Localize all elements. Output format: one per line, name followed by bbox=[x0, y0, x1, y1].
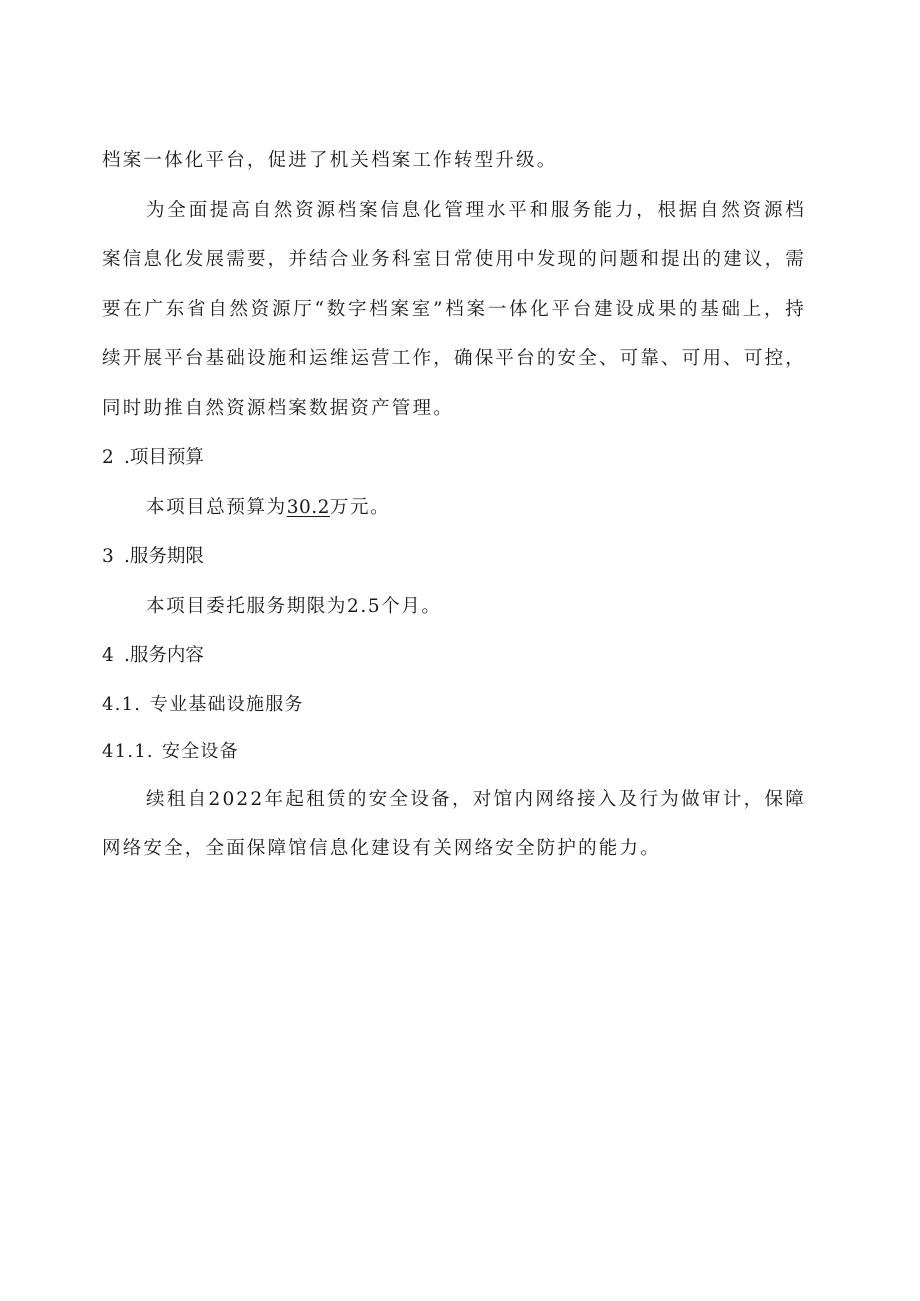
subsection-title: 专业基础设施服务 bbox=[150, 693, 304, 715]
section-heading-budget bbox=[102, 433, 806, 483]
subsection-number: 41.1. bbox=[102, 740, 154, 762]
subsection-heading-infrastructure bbox=[102, 681, 806, 728]
section-heading-term bbox=[102, 532, 806, 582]
paragraph-security-equipment: 续租自2022年起租赁的安全设备，对馆内网络接入及行为做审计，保障网络安全，全面保障馆信息化建设有关网络安全防护的能力。 bbox=[102, 788, 806, 859]
document-body bbox=[102, 136, 806, 874]
budget-text bbox=[102, 483, 806, 533]
section-number: 2 bbox=[102, 447, 116, 468]
section-number: 3 bbox=[102, 546, 116, 567]
term-text: 本项目委托服务期限为2.5个月。 bbox=[146, 595, 442, 617]
budget-text-before: 本项目总预算为 bbox=[146, 496, 287, 518]
section-title: .服务期限 bbox=[124, 546, 204, 567]
budget-text-after: 万元。 bbox=[329, 496, 391, 518]
subsection-number: 4.1. bbox=[102, 693, 142, 715]
paragraph-background: 为全面提高自然资源档案信息化管理水平和服务能力，根据自然资源档案信息化发展需要，并结合业务科室日常使用中发现的问题和提出的建议，需要在广东省自然资源厅“数字档案室”档案一体化平台建设成果的基础上，持续开展平台基础设施和运维运营工作，确保平台的安全、可靠、可用、可控，同时助推自然资源档案数据资产管理。 bbox=[102, 199, 806, 419]
budget-amount: 30.2 bbox=[286, 496, 330, 518]
section-number: 4 bbox=[102, 645, 116, 666]
section-title: .项目预算 bbox=[124, 447, 204, 468]
section-title: .服务内容 bbox=[124, 645, 204, 666]
subsection-heading-security-equipment bbox=[102, 728, 806, 775]
section-heading-content bbox=[102, 631, 806, 681]
paragraph-continuation: 档案一体化平台，促进了机关档案工作转型升级。 bbox=[102, 150, 558, 171]
subsection-title: 安全设备 bbox=[162, 740, 239, 762]
